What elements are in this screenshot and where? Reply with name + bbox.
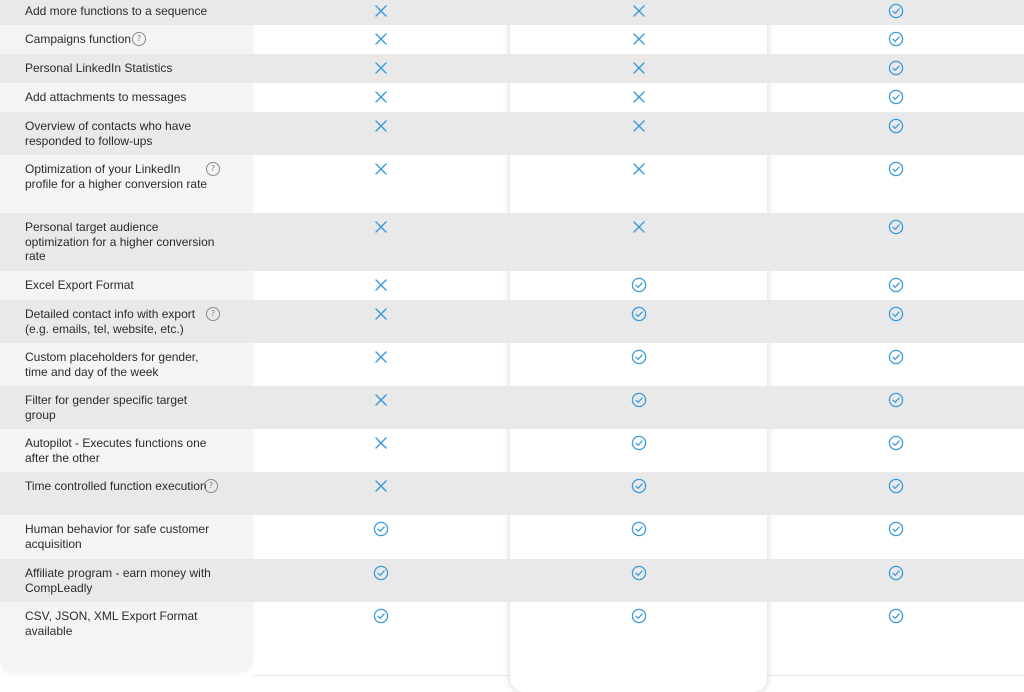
check-circle-icon [888,3,904,19]
feature-label: Add attachments to messages [25,90,187,104]
feature-label: Autopilot - Executes functions one after the other [25,436,207,465]
table-row [0,515,1024,559]
check-circle-icon [631,277,647,293]
x-icon [373,435,389,451]
x-icon [373,277,389,293]
check-circle-icon [888,219,904,235]
x-icon [631,161,647,177]
check-circle-icon [631,521,647,537]
x-icon [373,60,389,76]
feature-label: Add more functions to a sequence [25,4,208,18]
check-circle-icon [888,392,904,408]
feature-label: Filter for gender specific target group [25,393,188,422]
x-icon [373,219,389,235]
check-circle-icon [888,60,904,76]
x-icon [373,306,389,322]
question-circle-icon[interactable]: ? [204,479,218,493]
x-icon [373,349,389,365]
feature-label: Human behavior for safe customer acquisition [25,522,210,551]
question-circle-icon[interactable]: ? [206,307,220,321]
check-circle-icon [888,565,904,581]
table-row [0,83,1024,112]
check-circle-icon [631,349,647,365]
x-icon [631,219,647,235]
x-icon [373,161,389,177]
check-circle-icon [373,521,389,537]
check-circle-icon [888,89,904,105]
table-row [0,602,1024,675]
feature-label: Personal LinkedIn Statistics [25,61,173,75]
feature-label: Detailed contact info with export (e.g. emails, tel, website, etc.) [25,307,196,336]
table-row [0,0,1024,25]
check-circle-icon [888,478,904,494]
check-circle-icon [888,31,904,47]
check-circle-icon [373,608,389,624]
check-circle-icon [888,608,904,624]
feature-label: Custom placeholders for gender, time and day of the week [25,350,199,379]
x-icon [373,392,389,408]
table-row [0,54,1024,83]
feature-label: Personal target audience optimization for a higher conversion rate [25,220,215,263]
feature-label: Campaigns function [25,32,132,46]
table-row [0,472,1024,515]
x-icon [631,118,647,134]
check-circle-icon [631,608,647,624]
feature-label: Overview of contacts who have responded to follow-ups [25,119,192,148]
check-circle-icon [888,161,904,177]
feature-label: Affiliate program - earn money with CompLeadly [25,566,211,595]
table-row [0,112,1024,155]
check-circle-icon [888,306,904,322]
x-icon [631,3,647,19]
feature-label: Excel Export Format [25,278,134,292]
x-icon [373,89,389,105]
question-circle-icon[interactable]: ? [132,32,146,46]
x-icon [373,478,389,494]
table-row [0,386,1024,429]
x-icon [373,31,389,47]
check-circle-icon [888,118,904,134]
check-circle-icon [888,349,904,365]
x-icon [373,118,389,134]
feature-label: CSV, JSON, XML Export Format available [25,609,198,638]
check-circle-icon [631,565,647,581]
table-row [0,213,1024,271]
table-row [0,271,1024,300]
check-circle-icon [888,277,904,293]
table-row [0,429,1024,472]
check-circle-icon [373,565,389,581]
check-circle-icon [631,306,647,322]
table-row [0,559,1024,602]
check-circle-icon [631,435,647,451]
table-row [0,300,1024,343]
table-row [0,25,1024,54]
table-row [0,343,1024,386]
feature-label: Optimization of your LinkedIn profile for a higher conversion rate [25,162,208,191]
check-circle-icon [631,392,647,408]
check-circle-icon [888,435,904,451]
table-row [0,155,1024,213]
feature-label: Time controlled function execution [25,479,207,493]
x-icon [631,89,647,105]
check-circle-icon [631,478,647,494]
question-circle-icon[interactable]: ? [206,162,220,176]
x-icon [631,31,647,47]
x-icon [631,60,647,76]
x-icon [373,3,389,19]
check-circle-icon [888,521,904,537]
